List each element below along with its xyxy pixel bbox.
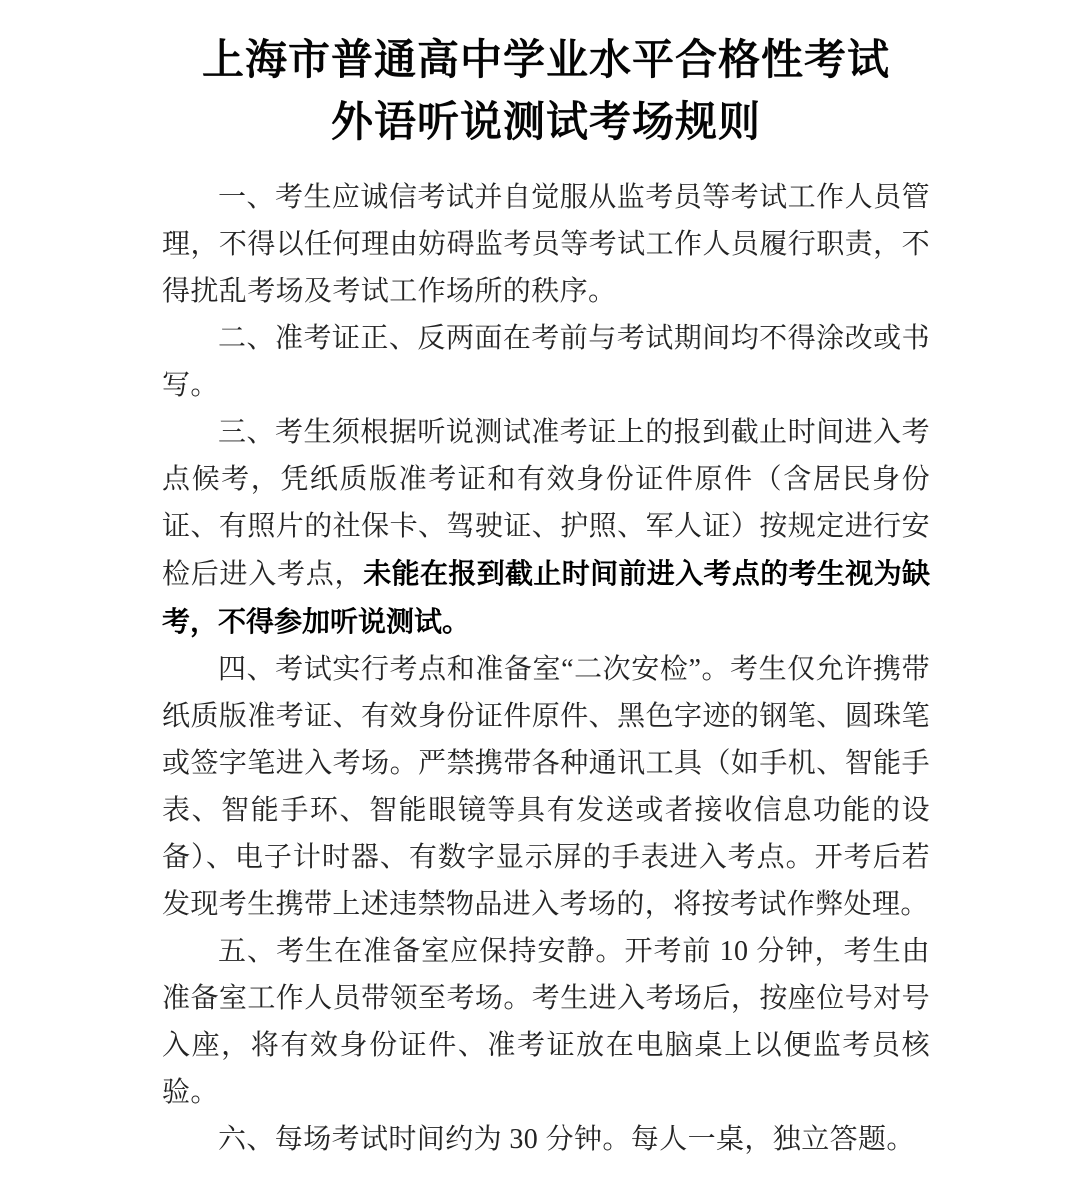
rule-text: 三、考生须根据听说测试准考证上的报到截止时间进入考点候考，凭纸质版准考证和有效身份证件原件（含居民身份证、有照片的社保卡、驾驶证、护照、军人证）按规定进行安检后进入考点， xyxy=(162,417,930,590)
rule-text-bold: 未能在报到截止时间前进入考点的考生视为缺考，不得参加听说测试。 xyxy=(162,558,930,637)
rule-paragraph-3 xyxy=(162,409,930,646)
rule-text: 二、准考证正、反两面在考前与考试期间均不得涂改或书写。 xyxy=(162,323,930,401)
rule-paragraph-2 xyxy=(162,315,930,409)
rule-text: 一、考生应诚信考试并自觉服从监考员等考试工作人员管理，不得以任何理由妨碍监考员等考试工作人员履行职责，不得扰乱考场及考试工作场所的秩序。 xyxy=(162,182,930,307)
rule-paragraph-5 xyxy=(162,928,930,1116)
title-line-2: 外语听说测试考场规则 xyxy=(330,100,761,146)
title-line-1: 上海市普通高中学业水平合格性考试 xyxy=(201,38,890,84)
document-title xyxy=(162,30,930,154)
rule-paragraph-6 xyxy=(162,1116,930,1163)
rule-paragraph-4 xyxy=(162,646,930,928)
document-body xyxy=(162,174,930,1163)
rule-paragraph-1 xyxy=(162,174,930,315)
rule-text: 四、考试实行考点和准备室“二次安检”。考生仅允许携带纸质版准考证、有效身份证件原件、黑色字迹的钢笔、圆珠笔或签字笔进入考场。严禁携带各种通讯工具（如手机、智能手表、智能手环、智能眼镜等具有发送或者接收信息功能的设备）、电子计时器、有数字显示屏的手表进入考点。开考后若发现考生携带上述违禁物品进入考场的，将按考试作弊处理。 xyxy=(162,654,930,920)
rule-text: 六、每场考试时间约为 30 分钟。每人一桌，独立答题。 xyxy=(218,1124,915,1155)
rule-text: 五、考生在准备室应保持安静。开考前 10 分钟，考生由准备室工作人员带领至考场。考生进入考场后，按座位号对号入座，将有效身份证件、准考证放在电脑桌上以便监考员核验。 xyxy=(162,936,930,1108)
